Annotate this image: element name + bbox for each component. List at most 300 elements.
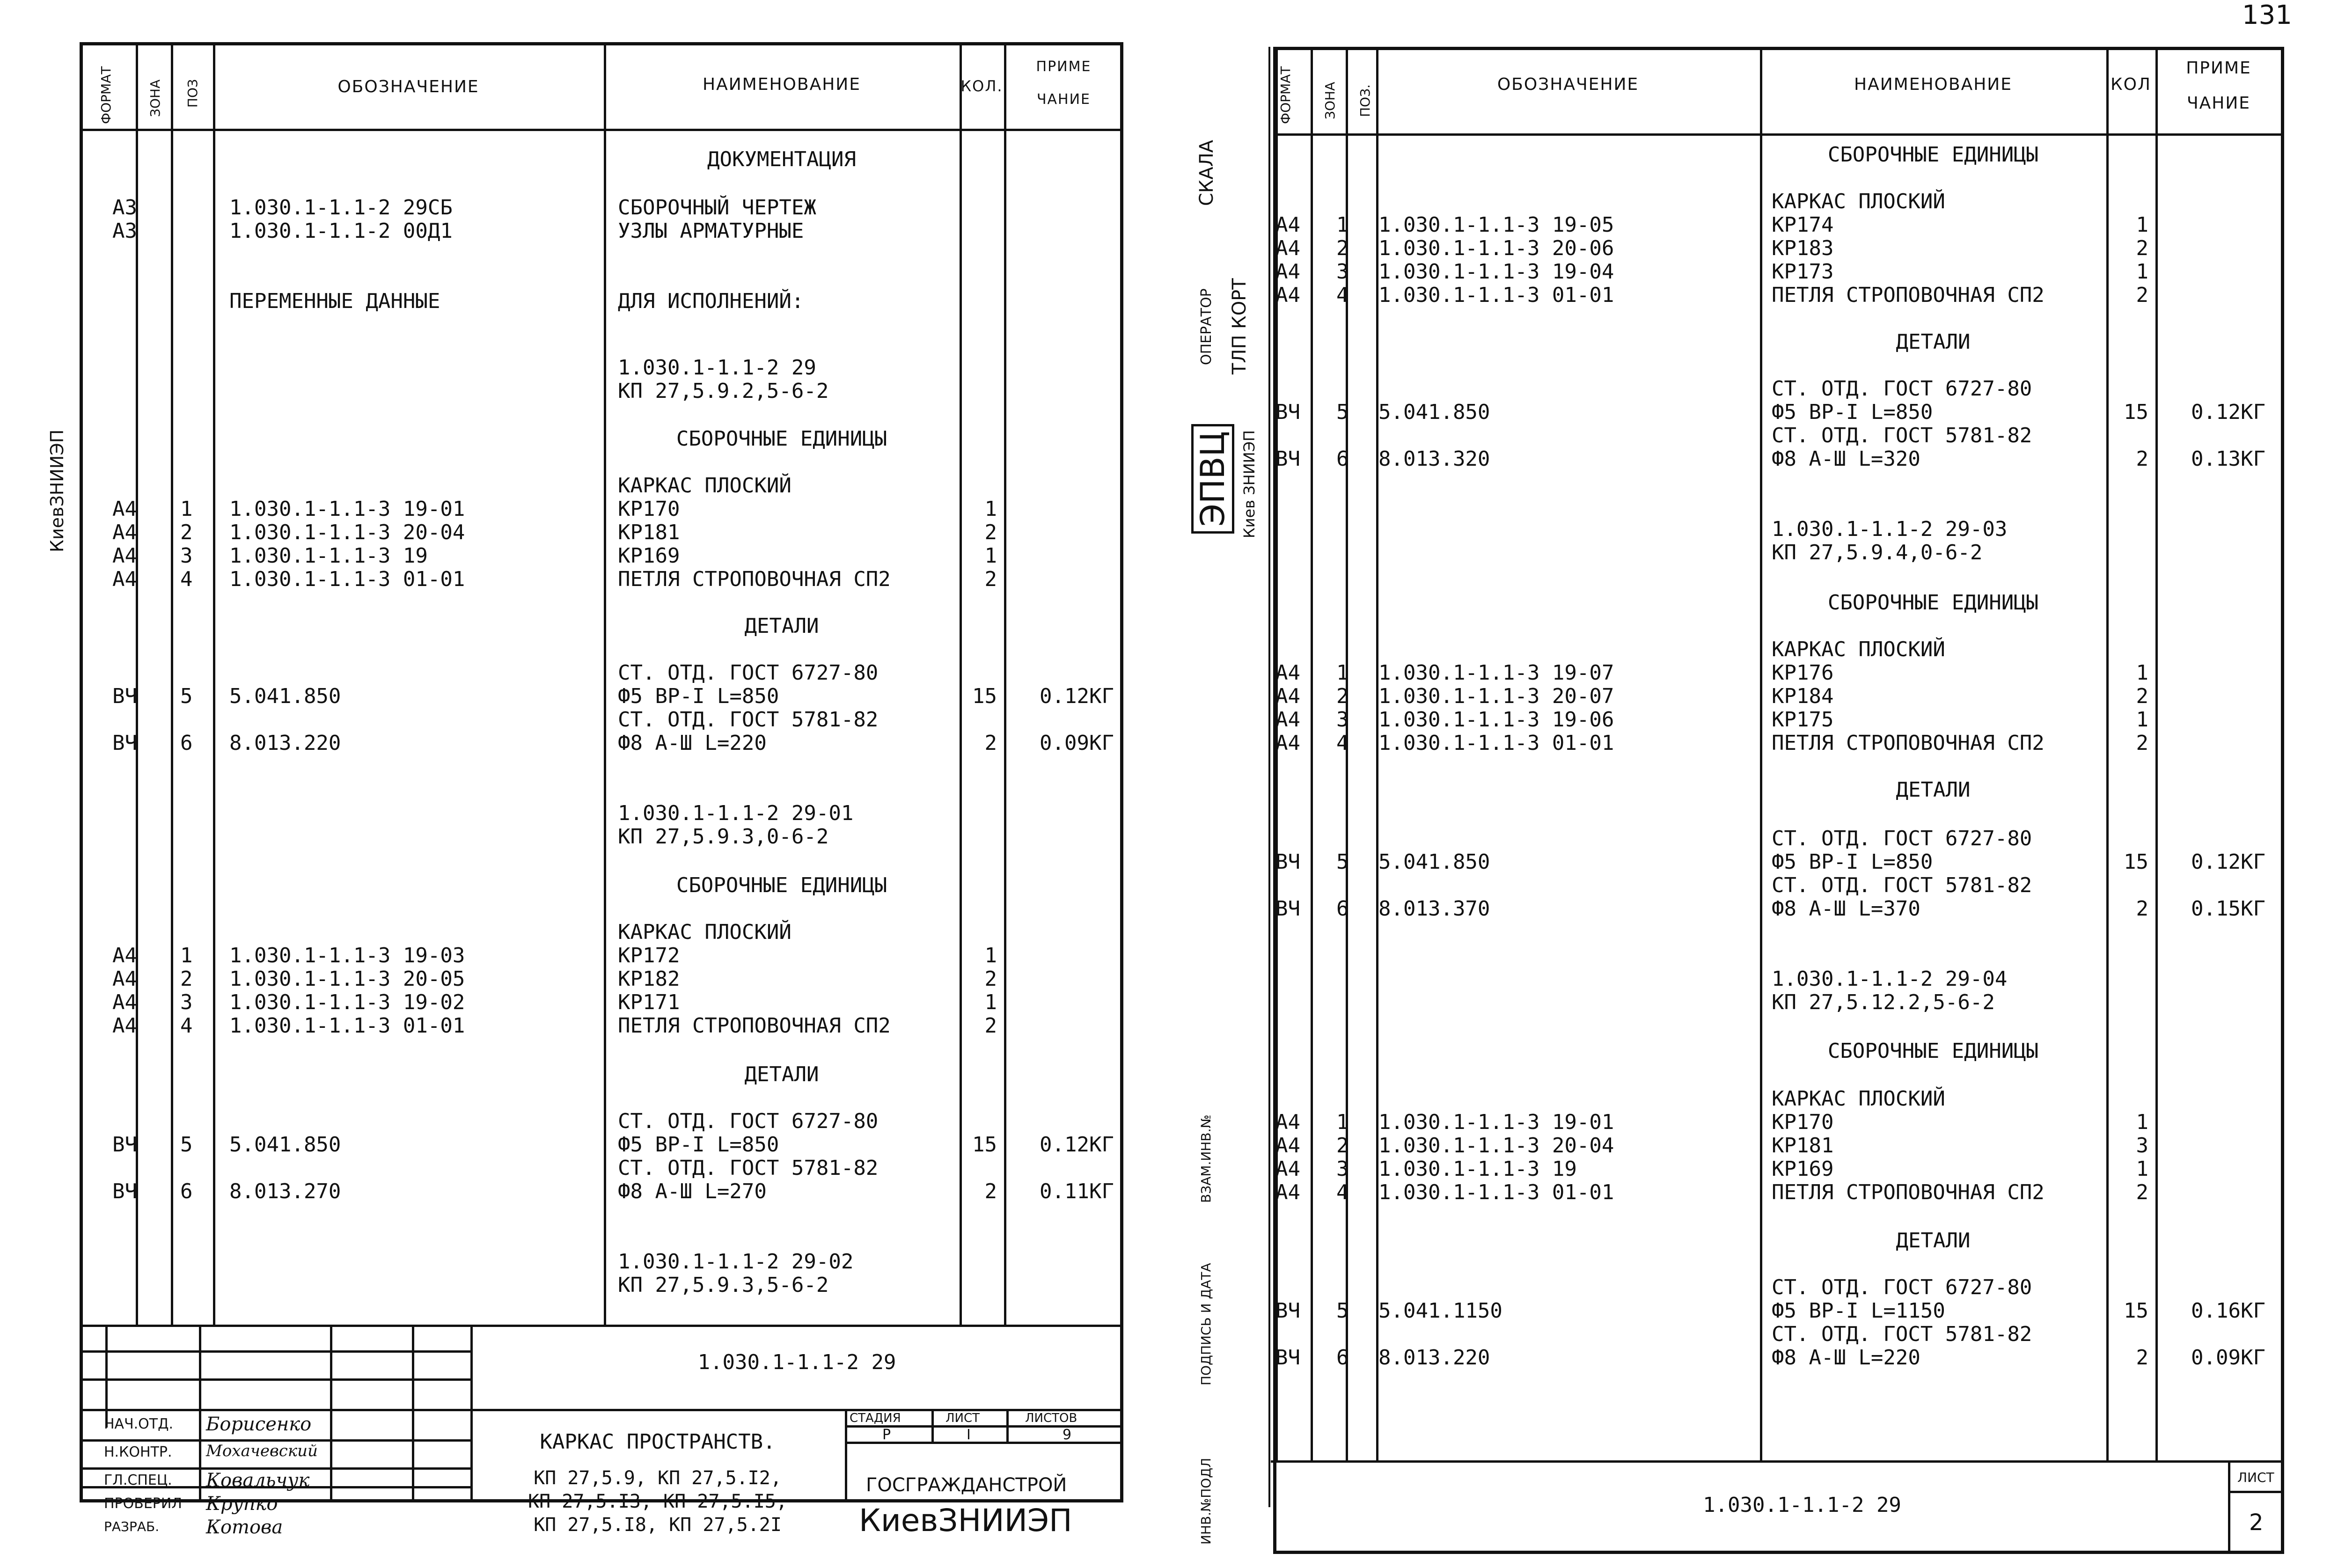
cell-name: ДЕТАЛИ [744,1062,819,1086]
cell-poz: 2 [180,967,193,991]
cell-poz: 4 [1336,731,1349,755]
cell-poz: 1 [180,944,193,967]
side-label-podp: ПОДПИСЬ И ДАТА [1198,1263,1214,1385]
cell-designation: 8.013.320 [1378,447,1490,471]
cell-name: КР181 [1772,1134,1834,1158]
cell-poz: 4 [1336,1180,1349,1204]
cell-name: ПЕТЛЯ СТРОПОВОЧНАЯ СП2 [618,567,891,591]
cell-qty: 15 [972,1133,997,1157]
cell-designation: 1.030.1-1.1-2 29СБ [229,196,453,220]
spec-row [0,427,1170,449]
cell-designation: 8.013.270 [229,1180,341,1203]
cell-format: ВЧ [1275,1299,1300,1323]
cell-note: 0.16КГ [2191,1299,2265,1323]
cell-format: А4 [112,944,137,967]
cell-name: КР176 [1772,661,1834,685]
right-spec-rows [1170,0,2338,1460]
spec-row [0,684,1170,707]
spec-row [1170,447,2338,469]
right-sheet [1170,0,2338,1568]
cell-qty: 15 [972,684,997,708]
left-title: КАРКАС ПРОСТРАНСТВ. [540,1430,776,1454]
cell-format: А4 [1275,708,1300,732]
cell-qty: 1 [2136,661,2148,685]
cell-qty: 2 [984,1014,997,1038]
cell-name: СБОРОЧНЫЕ ЕДИНИЦЫ [1827,1039,2039,1063]
cell-name: 1.030.1-1.1-2 29-03 [1772,517,2008,541]
cell-name: Ф8 А-Ш L=220 [1772,1346,1920,1370]
header-designation: ОБОЗНАЧЕНИЕ [337,77,479,96]
name-krupko: Крупко [206,1493,278,1515]
cell-format: ВЧ [1275,447,1300,471]
cell-name: СТ. ОТД. ГОСТ 6727-80 [1772,827,2032,850]
cell-name: КР173 [1772,260,1834,284]
cell-name: ДЕТАЛИ [1896,778,1971,802]
spec-row [1170,1039,2338,1062]
cell-name: 1.030.1-1.1-2 29-02 [618,1250,854,1274]
spec-row [0,944,1170,966]
cell-name: УЗЛЫ АРМАТУРНЫЕ [618,219,804,243]
header-format-r: ФОРМАТ [1278,66,1293,124]
cell-note: 0.12КГ [2191,400,2265,424]
cell-designation: 1.030.1-1.1-3 20-04 [229,520,465,544]
cell-format: А4 [112,544,137,568]
cell-name: Ф5 ВР-I L=850 [618,684,779,708]
cell-name: КР169 [618,544,680,568]
spec-row [1170,377,2338,399]
cell-name: СБОРОЧНЫЕ ЕДИНИЦЫ [676,873,887,897]
header-name: НАИМЕНОВАНИЕ [703,75,861,94]
cell-designation: 1.030.1-1.1-3 01-01 [1378,1180,1614,1204]
cell-designation: 1.030.1-1.1-3 20-04 [1378,1134,1614,1158]
cell-note: 0.15КГ [2191,897,2265,921]
cell-designation: 1.030.1-1.1-3 19-01 [229,497,465,521]
name-mokhachevsky: Мохачевский [206,1442,318,1460]
left-side-stamp: КиевЗНИИЭП [47,429,67,552]
side-label-inv: ИНВ.№ПОДЛ [1198,1458,1214,1545]
cell-format: ВЧ [112,684,137,708]
cell-designation: 1.030.1-1.1-3 20-06 [1378,236,1614,260]
cell-poz: 3 [1336,260,1349,284]
cell-poz: 5 [1336,400,1349,424]
spec-row [1170,1134,2338,1156]
left-doc-code: 1.030.1-1.1-2 29 [697,1350,896,1374]
cell-poz: 1 [180,497,193,521]
spec-row [0,1133,1170,1155]
cell-format: А4 [1275,731,1300,755]
cell-poz: 6 [1336,447,1349,471]
cell-qty: 2 [984,1180,997,1203]
cell-poz: 1 [1336,661,1349,685]
cell-designation: 1.030.1-1.1-3 19-07 [1378,661,1614,685]
cell-designation: 5.041.850 [229,1133,341,1157]
org-kievzniiep: КиевЗНИИЭП [859,1502,1072,1539]
spec-row [1170,236,2338,259]
cell-name: ПЕТЛЯ СТРОПОВОЧНАЯ СП2 [618,1014,891,1038]
spec-row [0,289,1170,312]
spec-row [1170,637,2338,660]
cell-format: А4 [1275,260,1300,284]
cell-designation: 1.030.1-1.1-3 19 [229,544,428,568]
cell-format: А4 [1275,283,1300,307]
spec-row [1170,517,2338,540]
cell-name: Ф8 А-Ш L=270 [618,1180,767,1203]
cell-name: СТ. ОТД. ГОСТ 5781-82 [618,708,879,732]
spec-row [0,474,1170,496]
cell-qty: 1 [2136,1157,2148,1181]
cell-name: КП 27,5.9.4,0-6-2 [1772,541,1983,564]
cell-poz: 4 [180,567,193,591]
header-designation-r: ОБОЗНАЧЕНИЕ [1497,75,1639,94]
spec-row [0,379,1170,402]
cell-note: 0.13КГ [2191,447,2265,471]
cell-note: 0.09КГ [2191,1346,2265,1370]
cell-format: А4 [112,497,137,521]
cell-format: А4 [112,520,137,544]
cell-name: ДЕТАЛИ [744,614,819,638]
spec-row [0,520,1170,543]
spec-row [1170,591,2338,613]
cell-name: ДЕТАЛИ [1896,1229,1971,1253]
cell-qty: 2 [984,567,997,591]
spec-row [1170,827,2338,849]
cell-note: 0.11КГ [1040,1180,1114,1203]
cell-qty: 1 [984,944,997,967]
cell-poz: 6 [180,731,193,755]
cell-name: СТ. ОТД. ГОСТ 5781-82 [1772,873,2032,897]
spec-row [1170,400,2338,423]
side-label-kiev: Киев ЗНИИЭП [1240,430,1258,538]
header-poz: ПОЗ [185,79,200,108]
spec-row [1170,897,2338,919]
cell-designation: 1.030.1-1.1-3 01-01 [1378,283,1614,307]
cell-format: А4 [1275,684,1300,708]
cell-poz: 4 [1336,283,1349,307]
cell-name: Ф8 А-Ш L=220 [618,731,767,755]
cell-name: СТ. ОТД. ГОСТ 5781-82 [1772,424,2032,447]
cell-qty: 2 [2136,236,2148,260]
cell-name: Ф5 ВР-I L=850 [1772,400,1933,424]
cell-poz: 4 [180,1014,193,1038]
cell-poz: 1 [1336,213,1349,237]
cell-qty: 1 [984,544,997,568]
role-proveril: ПРОВЕРИЛ [104,1495,182,1512]
cell-name: СТ. ОТД. ГОСТ 5781-82 [618,1156,879,1180]
right-sheet-value: 2 [2249,1509,2264,1536]
stage-value: Р [882,1427,891,1443]
cell-qty: 2 [2136,1346,2148,1370]
sheets-value: 9 [1063,1427,1072,1443]
cell-name: КР171 [618,990,680,1014]
cell-poz: 5 [1336,850,1349,874]
spec-row [0,1062,1170,1085]
cell-format: ВЧ [112,731,137,755]
cell-note: 0.12КГ [1040,1133,1114,1157]
spec-row [1170,260,2338,282]
cell-qty: 2 [984,731,997,755]
cell-qty: 1 [984,497,997,521]
spec-row [1170,1346,2338,1368]
right-sheet-label: ЛИСТ [2237,1470,2274,1485]
cell-poz: 6 [1336,1346,1349,1370]
cell-format: А4 [1275,661,1300,685]
cell-name: КП 27,5.9.3,0-6-2 [618,825,829,849]
spec-row [1170,541,2338,563]
spec-row [0,873,1170,896]
cell-name: ДЕТАЛИ [1896,330,1971,354]
cell-qty: 2 [2136,684,2148,708]
page-corner-number: 131 [2242,0,2292,30]
cell-name: ДЛЯ ИСПОЛНЕНИЙ: [618,289,804,313]
cell-designation: 1.030.1-1.1-3 01-01 [229,567,465,591]
cell-poz: 2 [180,520,193,544]
header-format: ФОРМАТ [98,66,114,124]
header-qty: КОЛ. [960,77,1003,95]
left-variants-2: КП 27,5.I3, КП 27,5.I5, [528,1491,787,1512]
cell-qty: 2 [2136,447,2148,471]
spec-row [0,731,1170,754]
cell-format: А3 [112,219,137,243]
cell-name: КАРКАС ПЛОСКИЙ [618,474,792,498]
cell-poz: 5 [180,1133,193,1157]
cell-designation: 1.030.1-1.1-3 19-01 [1378,1110,1614,1134]
cell-designation: 5.041.1150 [1378,1299,1502,1323]
cell-name: 1.030.1-1.1-2 29-04 [1772,967,2008,991]
cell-format: А4 [1275,1157,1300,1181]
spec-row [0,801,1170,824]
cell-designation: 5.041.850 [229,684,341,708]
spec-row [1170,990,2338,1013]
spec-row [0,196,1170,218]
cell-qty: 2 [2136,731,2148,755]
cell-designation: 1.030.1-1.1-3 19-02 [229,990,465,1014]
left-variants-3: КП 27,5.I8, КП 27,5.2I [534,1514,782,1536]
left-variants-1: КП 27,5.9, КП 27,5.I2, [534,1467,782,1489]
org-gosgrazhdanstroy: ГОСГРАЖДАНСТРОЙ [866,1474,1067,1496]
spec-row [1170,967,2338,989]
cell-qty: 2 [984,967,997,991]
spec-row [0,356,1170,378]
cell-name: СТ. ОТД. ГОСТ 5781-82 [1772,1322,2032,1346]
spec-row [0,661,1170,683]
cell-designation: 8.013.370 [1378,897,1490,921]
header-name-r: НАИМЕНОВАНИЕ [1854,75,2012,94]
cell-poz: 5 [180,684,193,708]
spec-row [0,920,1170,943]
cell-designation: 1.030.1-1.1-3 20-07 [1378,684,1614,708]
spec-row [1170,1322,2338,1345]
spec-row [0,1273,1170,1296]
cell-designation: 8.013.220 [229,731,341,755]
cell-qty: 1 [2136,708,2148,732]
spec-row [1170,330,2338,352]
cell-name: Ф5 ВР-I L=1150 [1772,1299,1945,1323]
cell-name: КАРКАС ПЛОСКИЙ [618,920,792,944]
cell-poz: 3 [1336,1157,1349,1181]
cell-name: Ф5 ВР-I L=850 [1772,850,1933,874]
cell-name: Ф5 ВР-I L=850 [618,1133,779,1157]
cell-qty: 3 [2136,1134,2148,1158]
cell-name: КР183 [1772,236,1834,260]
spec-row [1170,1180,2338,1203]
cell-format: ВЧ [112,1133,137,1157]
cell-name: КП 27,5.9.2,5-6-2 [618,379,829,403]
spec-row [0,825,1170,847]
spec-row [1170,1299,2338,1321]
cell-designation: 5.041.850 [1378,400,1490,424]
cell-format: А4 [112,567,137,591]
cell-format: ВЧ [1275,850,1300,874]
spec-row [0,1180,1170,1202]
spec-row [1170,850,2338,872]
spec-row [0,1014,1170,1036]
spec-row [1170,684,2338,707]
cell-name: КР172 [618,944,680,967]
cell-name: СТ. ОТД. ГОСТ 6727-80 [618,661,879,685]
cell-name: СБОРОЧНЫЕ ЕДИНИЦЫ [1827,591,2039,615]
header-zone: ЗОНА [147,79,163,117]
cell-qty: 15 [2124,850,2148,874]
spec-row [0,990,1170,1013]
cell-qty: 15 [2124,1299,2148,1323]
sheet-value: I [967,1427,971,1443]
cell-name: КАРКАС ПЛОСКИЙ [1772,637,1945,661]
side-label-operator: ОПЕРАТОР [1198,288,1215,365]
header-note-2: ЧАНИЕ [1036,91,1091,108]
cell-name: СТ. ОТД. ГОСТ 6727-80 [618,1109,879,1133]
cell-qty: 2 [2136,1180,2148,1204]
spec-row [0,497,1170,520]
side-label-tlp: ТЛП КОРТ [1229,278,1250,374]
cell-designation: 1.030.1-1.1-3 19-03 [229,944,465,967]
stage-label: СТАДИЯ [850,1411,901,1425]
spec-row [0,567,1170,590]
cell-format: ВЧ [1275,1346,1300,1370]
cell-poz: 5 [1336,1299,1349,1323]
cell-qty: 2 [2136,283,2148,307]
cell-format: ВЧ [112,1180,137,1203]
cell-qty: 1 [984,990,997,1014]
cell-name: 1.030.1-1.1-2 29-01 [618,801,854,825]
cell-note: 0.12КГ [2191,850,2265,874]
spec-row [1170,424,2338,446]
cell-poz: 2 [1336,236,1349,260]
spec-row [0,219,1170,242]
cell-format: А4 [112,967,137,991]
cell-name: 1.030.1-1.1-2 29 [618,356,816,380]
spec-row [0,1109,1170,1132]
cell-name: КП 27,5.12.2,5-6-2 [1772,990,1995,1014]
side-label-vzam: ВЗАМ.ИНВ.№ [1198,1114,1214,1203]
cell-name: КР182 [618,967,680,991]
spec-row [0,147,1170,170]
spec-row [1170,1087,2338,1109]
spec-row [0,967,1170,989]
cell-format: А3 [112,196,137,220]
spec-row [1170,1229,2338,1251]
cell-name: КП 27,5.9.3,5-6-2 [618,1273,829,1297]
cell-format: А4 [1275,236,1300,260]
cell-designation: ПЕРЕМЕННЫЕ ДАННЫЕ [229,289,440,313]
cell-designation: 1.030.1-1.1-3 19-05 [1378,213,1614,237]
cell-designation: 1.030.1-1.1-3 01-01 [1378,731,1614,755]
role-nach-otd: НАЧ.ОТД. [104,1416,174,1432]
spec-row [1170,778,2338,800]
cell-format: А4 [112,1014,137,1038]
cell-note: 0.09КГ [1040,731,1114,755]
sheet-label: ЛИСТ [945,1411,980,1425]
spec-row [1170,283,2338,306]
header-poz-r: ПОЗ. [1357,84,1373,117]
cell-poz: 2 [1336,1134,1349,1158]
spec-row [1170,1157,2338,1180]
cell-name: КАРКАС ПЛОСКИЙ [1772,190,1945,213]
cell-format: ВЧ [1275,897,1300,921]
cell-name: ПЕТЛЯ СТРОПОВОЧНАЯ СП2 [1772,731,2045,755]
spec-row [1170,1110,2338,1133]
spec-row [1170,213,2338,235]
cell-designation: 8.013.220 [1378,1346,1490,1370]
cell-qty: 1 [2136,260,2148,284]
spec-row [0,1156,1170,1179]
cell-name: СТ. ОТД. ГОСТ 6727-80 [1772,1275,2032,1299]
cell-designation: 1.030.1-1.1-3 19 [1378,1157,1577,1181]
cell-format: А4 [1275,1180,1300,1204]
spec-row [1170,708,2338,730]
name-kotova: Котова [206,1517,283,1538]
cell-format: А4 [112,990,137,1014]
cell-designation: 5.041.850 [1378,850,1490,874]
cell-format: ВЧ [1275,400,1300,424]
spec-row [1170,731,2338,754]
role-gl-spec: ГЛ.СПЕЦ. [104,1472,172,1488]
spec-row [0,544,1170,566]
cell-name: СБОРОЧНЫЙ ЧЕРТЕЖ [618,196,816,220]
cell-name: КР170 [1772,1110,1834,1134]
cell-poz: 2 [1336,684,1349,708]
cell-poz: 6 [180,1180,193,1203]
cell-qty: 1 [2136,213,2148,237]
side-label-epvc: ЭПВЦ [1191,424,1234,534]
cell-qty: 2 [984,520,997,544]
cell-qty: 15 [2124,400,2148,424]
role-razrab: РАЗРАБ. [104,1519,160,1534]
cell-designation: 1.030.1-1.1-3 19-06 [1378,708,1614,732]
cell-poz: 3 [1336,708,1349,732]
spec-row [0,708,1170,730]
side-label-scale: СКАЛА [1196,139,1217,206]
cell-name: СБОРОЧНЫЕ ЕДИНИЦЫ [1827,143,2039,167]
role-n-kontr: Н.КОНТР. [104,1444,172,1460]
header-note-1-r: ПРИМЕ [2186,59,2251,78]
cell-designation: 1.030.1-1.1-3 01-01 [229,1014,465,1038]
header-note-1: ПРИМЕ [1036,59,1092,75]
cell-qty: 1 [2136,1110,2148,1134]
cell-poz: 3 [180,990,193,1014]
header-qty-r: КОЛ [2111,75,2151,94]
cell-name: КР181 [618,520,680,544]
cell-name: ПЕТЛЯ СТРОПОВОЧНАЯ СП2 [1772,283,2045,307]
name-kovalchuk: Ковальчук [206,1470,310,1491]
header-zone-r: ЗОНА [1322,81,1338,119]
spec-row [1170,190,2338,212]
cell-name: ПЕТЛЯ СТРОПОВОЧНАЯ СП2 [1772,1180,2045,1204]
cell-name: КР170 [618,497,680,521]
cell-format: А4 [1275,213,1300,237]
name-borisenko: Борисенко [206,1414,312,1435]
cell-name: КР174 [1772,213,1834,237]
right-doc-code: 1.030.1-1.1-2 29 [1703,1493,1901,1517]
